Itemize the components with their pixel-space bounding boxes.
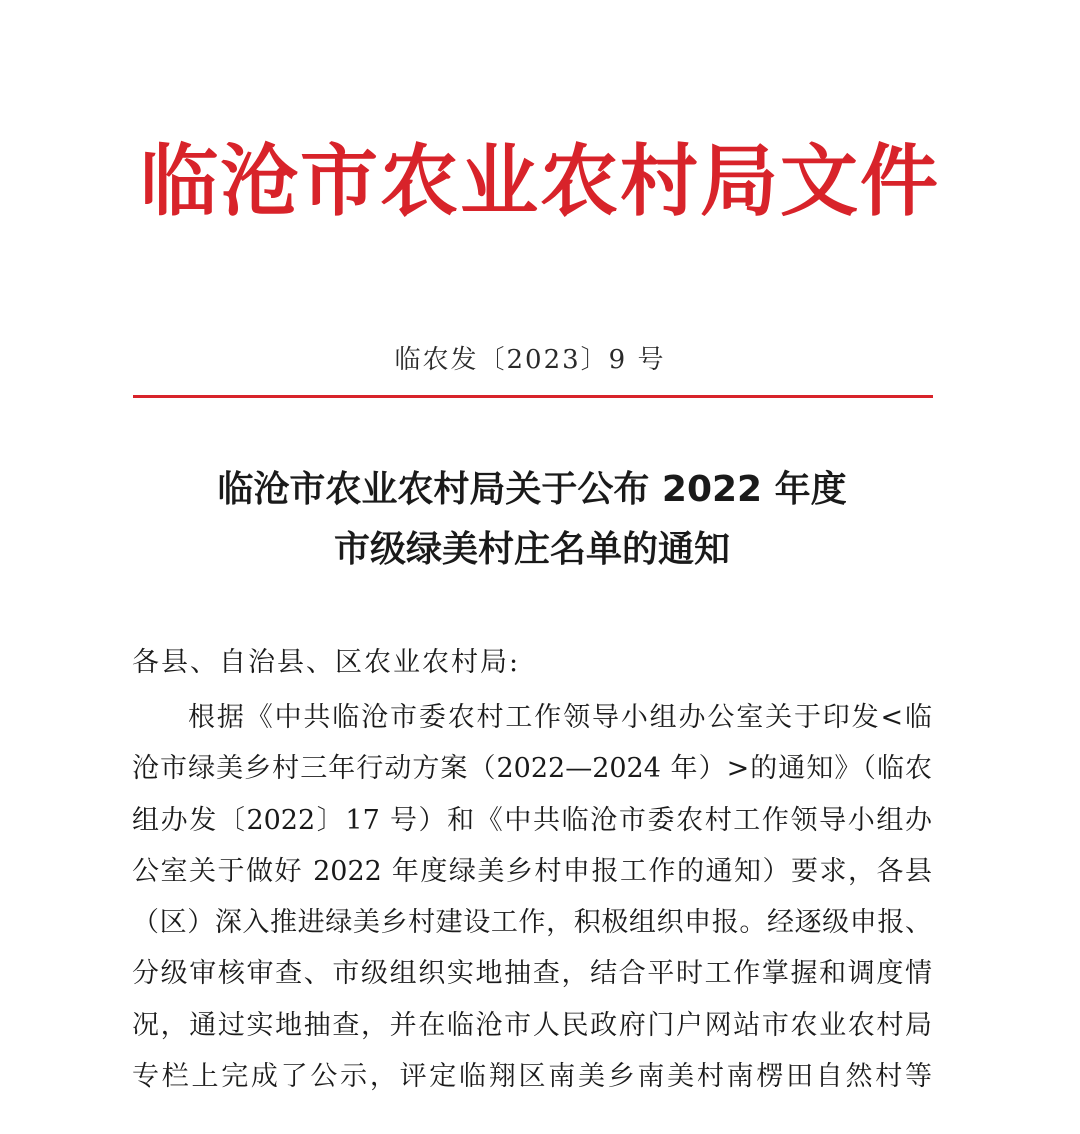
body-line: 况，通过实地抽查，并在临沧市人民政府门户网站市农业农村局: [132, 1009, 932, 1041]
document-title: [0, 460, 1064, 580]
body-line: 分级审核审查、市级组织实地抽查，结合平时工作掌握和调度情: [132, 958, 932, 990]
red-divider-line: [133, 395, 933, 398]
document-title-line-1: 临沧市农业农村局关于公布 2022 年度: [217, 469, 847, 510]
body-line: 公室关于做好 2022 年度绿美乡村申报工作的通知）要求，各县: [132, 855, 932, 887]
body-line: 组办发〔2022〕17 号）和《中共临沧市委农村工作领导小组办: [132, 804, 932, 836]
issuing-authority-header: 临沧市农业农村局文件: [139, 137, 940, 227]
body-line: 沧市绿美乡村三年行动方案（2022—2024 年）>的通知》（临农: [132, 753, 932, 785]
document-number: 临农发〔2023〕9 号: [394, 345, 666, 375]
body-line: （区）深入推进绿美乡村建设工作，积极组织申报。经逐级申报、: [132, 907, 932, 939]
body-paragraph: [132, 692, 952, 1102]
body-line: 专栏上完成了公示，评定临翔区南美乡南美村南楞田自然村等: [132, 1061, 932, 1093]
document-title-line-2: 市级绿美村庄名单的通知: [333, 529, 730, 570]
body-line: 根据《中共临沧市委农村工作领导小组办公室关于印发<临: [188, 702, 932, 733]
salutation: 各县、自治县、区农业农村局:: [132, 647, 521, 678]
